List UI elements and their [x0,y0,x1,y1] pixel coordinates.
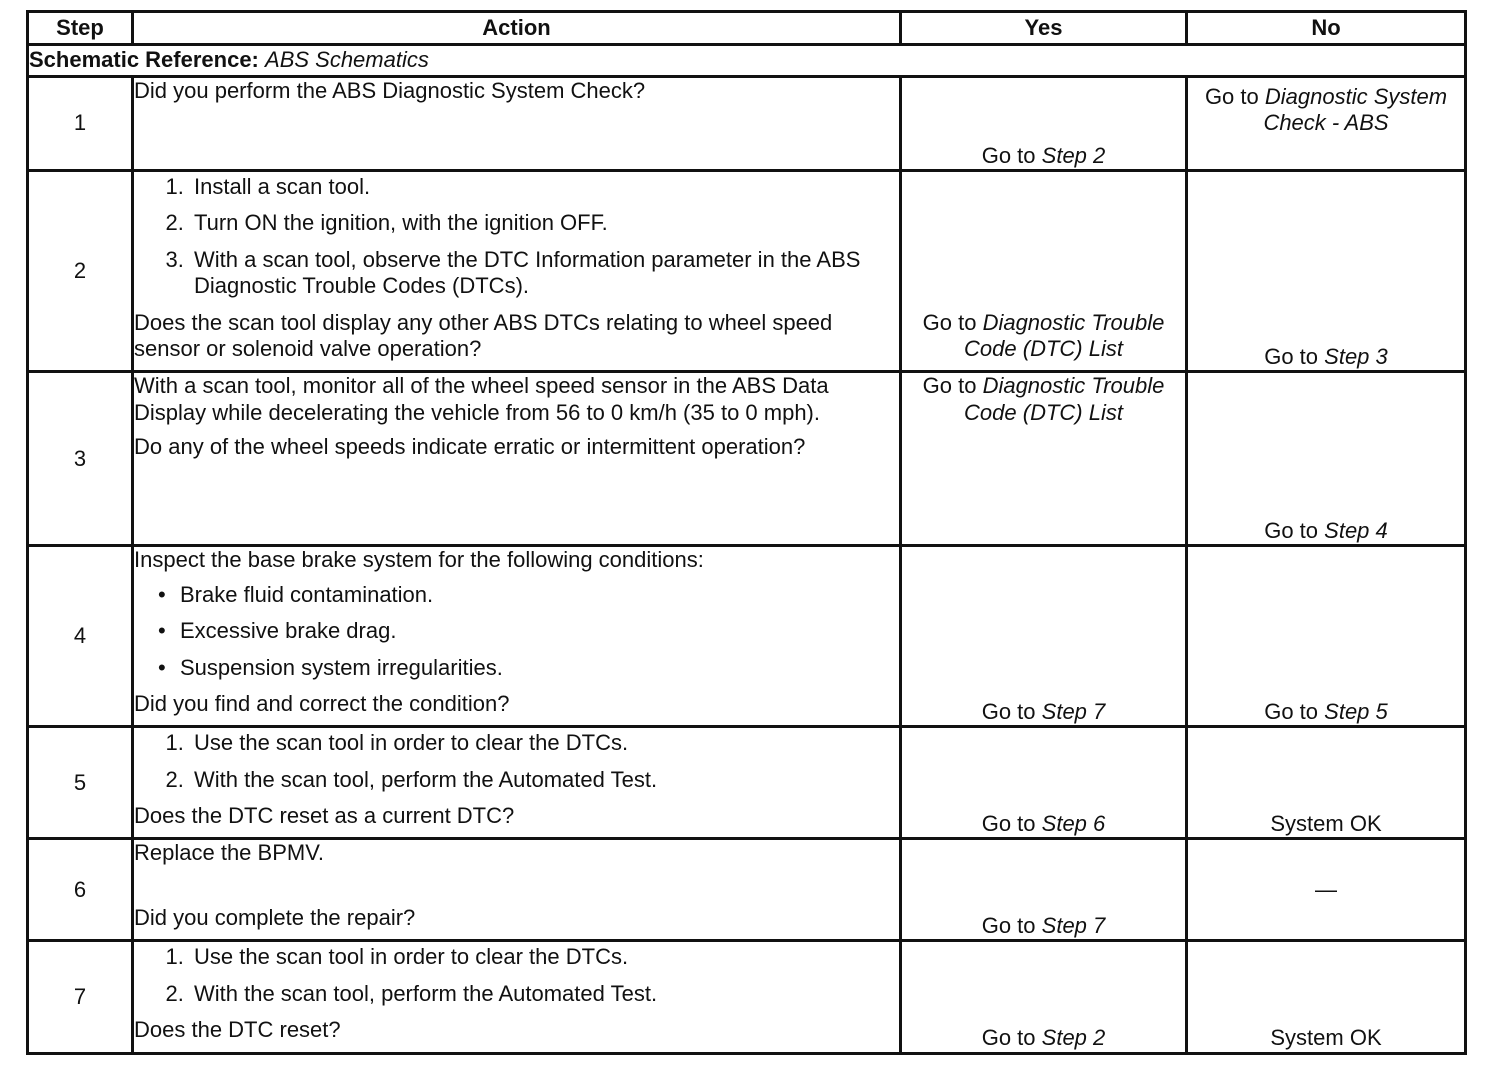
diagnostic-table [26,10,1467,1055]
table-row [28,77,1466,171]
yes-cell [901,77,1187,171]
yes-link[interactable]: Diagnostic Trouble Code (DTC) List [964,373,1165,425]
yes-cell [901,171,1187,372]
action-cell [133,839,901,941]
action-text: Inspect the base brake system for the following conditions: [134,547,704,573]
no-cell [1187,546,1466,727]
condition-item: • Excessive brake drag. [180,618,899,644]
no-result: System OK [1270,811,1382,837]
yes-link[interactable]: Step 7 [1041,698,1106,724]
action-cell [133,546,901,727]
instruction-list [134,730,899,793]
no-cell [1187,77,1466,171]
instruction-item: 2. Turn ON the ignition, with the ignition OFF. [190,210,899,236]
header-row [28,12,1466,45]
action-cell [133,941,901,1053]
header-no: No [1187,12,1466,45]
go-to-label: Go to [981,142,1036,168]
instruction-item: 2. With the scan tool, perform the Automated Test. [190,981,899,1007]
schematic-reference [28,45,1466,77]
step-number: 6 [28,839,133,941]
action-question: Did you perform the ABS Diagnostic System Check? [134,78,646,103]
schematic-reference-link[interactable]: ABS Schematics [265,47,429,73]
yes-link[interactable]: Step 7 [1041,913,1106,939]
step-number: 1 [28,77,133,171]
action-question: Does the DTC reset as a current DTC? [134,803,515,829]
table-row [28,171,1466,372]
go-to-label: Go to [981,698,1036,724]
yes-cell [901,941,1187,1053]
action-cell [133,77,901,171]
header-action: Action [133,12,901,45]
table-row [28,727,1466,839]
header-step: Step [28,12,133,45]
instruction-item: 1. Use the scan tool in order to clear the DTCs. [190,944,899,970]
no-cell [1187,839,1466,941]
step-number: 4 [28,546,133,727]
instruction-item: 2. With the scan tool, perform the Automated Test. [190,767,899,793]
action-text: Replace the BPMV. [134,840,324,866]
schematic-reference-label: Schematic Reference: [29,47,259,73]
instruction-item: 1. Use the scan tool in order to clear the DTCs. [190,730,899,756]
instruction-item: 1. Install a scan tool. [190,174,899,200]
go-to-label: Go to [922,373,977,399]
yes-link[interactable]: Diagnostic Trouble Code (DTC) List [964,309,1165,361]
yes-cell [901,546,1187,727]
go-to-label: Go to [1204,84,1259,109]
action-question: Does the scan tool display any other ABS DTCs relating to wheel speed sensor or solenoid valve operation? [134,309,833,361]
action-question: Does the DTC reset? [134,1017,341,1043]
yes-cell [901,839,1187,941]
step-number: 5 [28,727,133,839]
yes-link[interactable]: Step 6 [1041,811,1106,837]
go-to-label: Go to [981,811,1036,837]
go-to-label: Go to [1264,698,1319,724]
action-cell [133,372,901,546]
condition-list [134,582,899,681]
go-to-label: Go to [1264,343,1319,369]
condition-item: • Suspension system irregularities. [180,655,899,681]
step-number: 7 [28,941,133,1053]
no-link[interactable]: Diagnostic System Check - ABS [1263,84,1448,136]
instruction-list [134,944,899,1007]
action-question: Did you find and correct the condition? [134,690,510,716]
action-text: With a scan tool, monitor all of the wheel speed sensor in the ABS Data Display while decelerating the vehicle from 56 to 0 km/h (35 to 0 mph). [134,373,829,425]
yes-link[interactable]: Step 2 [1041,1025,1106,1051]
no-result: System OK [1270,1025,1382,1051]
instruction-item: 3. With a scan tool, observe the DTC Information parameter in the ABS Diagnostic Trouble Codes (DTCs). [190,247,899,300]
yes-cell [901,727,1187,839]
schematic-reference-row [28,45,1466,77]
step-number: 2 [28,171,133,372]
table-row [28,941,1466,1053]
step-number: 3 [28,372,133,546]
no-cell [1187,372,1466,546]
action-question: Did you complete the repair? [134,904,416,930]
header-yes: Yes [901,12,1187,45]
no-cell [1187,941,1466,1053]
action-cell [133,727,901,839]
yes-cell [901,372,1187,546]
yes-link[interactable]: Step 2 [1041,142,1106,168]
condition-item: • Brake fluid contamination. [180,582,899,608]
no-link[interactable]: Step 3 [1324,343,1388,369]
go-to-label: Go to [1264,517,1319,543]
go-to-label: Go to [922,309,977,335]
go-to-label: Go to [981,913,1036,939]
go-to-label: Go to [981,1025,1036,1051]
table-row [28,372,1466,546]
no-cell [1187,727,1466,839]
action-question: Do any of the wheel speeds indicate erratic or intermittent operation? [134,434,806,460]
no-link[interactable]: Step 4 [1324,517,1388,543]
no-result: — [1315,876,1337,902]
action-cell [133,171,901,372]
no-link[interactable]: Step 5 [1324,698,1388,724]
no-cell [1187,171,1466,372]
table-row [28,839,1466,941]
instruction-list [134,174,899,300]
table-row [28,546,1466,727]
